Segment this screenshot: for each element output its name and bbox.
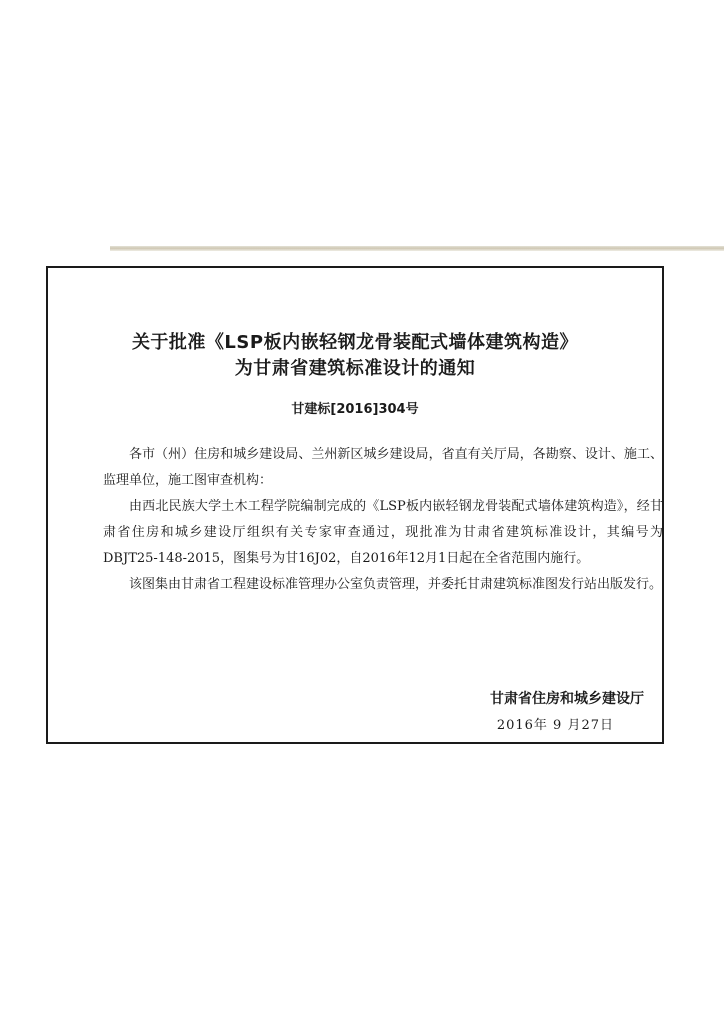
- document-title-line-2: 为甘肃省建筑标准设计的通知: [234, 358, 476, 379]
- issuing-authority: 甘肃省住房和城乡建设厅: [490, 691, 644, 707]
- document-title-line-1: 关于批准《LSP板内嵌轻钢龙骨装配式墙体建筑构造》: [131, 332, 579, 353]
- approval-paragraph: 由西北民族大学土木工程学院编制完成的《LSP板内嵌轻钢龙骨装配式墙体建筑构造》，经甘肃省住房和城乡建设厅组织有关专家审查通过，现批准为甘肃省建筑标准设计，其编号为DBJT25-148-2015，图集号为甘16J02，自2016年12月1日起在全省范围内施行。: [103, 499, 663, 566]
- management-paragraph: 该图集由甘肃省工程建设标准管理办公室负责管理，并委托甘肃建筑标准图发行站出版发行。: [129, 577, 663, 592]
- notice-frame: [46, 266, 664, 744]
- scanned-page-edge: [110, 246, 724, 251]
- addressee-paragraph: 各市（州）住房和城乡建设局、兰州新区城乡建设局，省直有关厅局，各勘察、设计、施工、监理单位，施工图审查机构：: [103, 447, 663, 488]
- issue-date: 2016年 9 月27日: [496, 718, 614, 733]
- document-number: 甘建标[2016]304号: [291, 402, 419, 417]
- notice-body: [103, 442, 663, 598]
